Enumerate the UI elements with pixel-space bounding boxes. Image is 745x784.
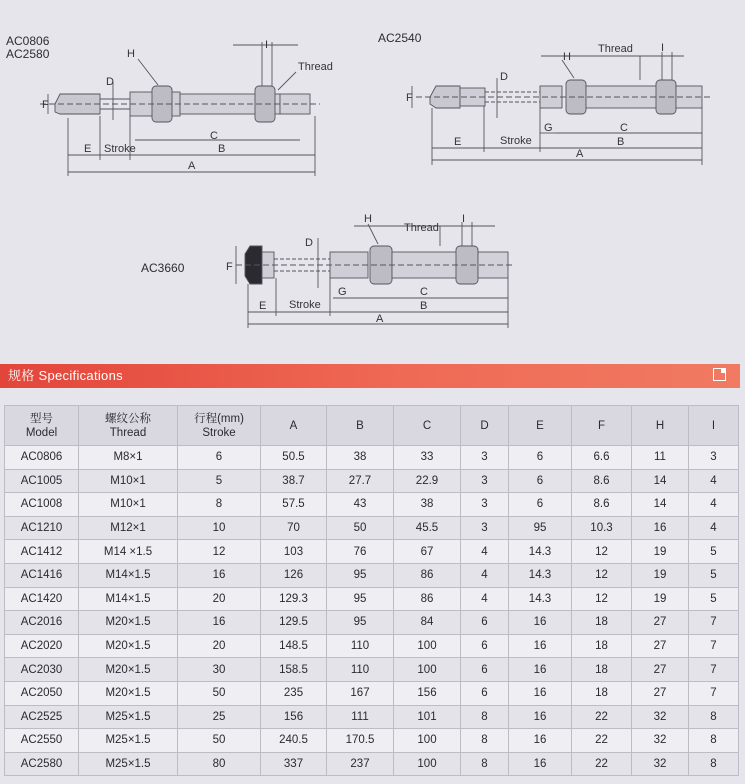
column-header-c <box>394 406 461 446</box>
table-cell: 6.6 <box>572 446 632 470</box>
model-label-ac3660: AC3660 <box>141 261 185 275</box>
table-cell: M25×1.5 <box>79 705 178 729</box>
table-cell: 20 <box>178 634 261 658</box>
table-cell: 67 <box>394 540 461 564</box>
table-cell: 95 <box>327 587 394 611</box>
table-cell: 84 <box>394 611 461 635</box>
dim-label-i: I <box>462 213 466 225</box>
table-row <box>5 446 739 470</box>
table-cell: 3 <box>461 493 509 517</box>
dim-label-e: E <box>454 136 462 148</box>
table-cell: 95 <box>509 516 572 540</box>
table-cell: 43 <box>327 493 394 517</box>
table-cell: 16 <box>509 729 572 753</box>
table-cell: 22 <box>572 752 632 776</box>
table-cell: 3 <box>689 446 739 470</box>
table-cell: M10×1 <box>79 469 178 493</box>
table-row <box>5 540 739 564</box>
table-cell: 57.5 <box>261 493 327 517</box>
table-cell: 5 <box>178 469 261 493</box>
table-cell: M10×1 <box>79 493 178 517</box>
table-cell: 6 <box>178 446 261 470</box>
column-header-b <box>327 406 394 446</box>
table-row <box>5 634 739 658</box>
table-row <box>5 752 739 776</box>
table-cell: 50 <box>178 681 261 705</box>
table-cell: 6 <box>509 493 572 517</box>
table-cell: 27.7 <box>327 469 394 493</box>
table-cell: 237 <box>327 752 394 776</box>
column-header-model <box>5 406 79 446</box>
table-cell: 4 <box>461 563 509 587</box>
table-cell: 16 <box>178 611 261 635</box>
table-row <box>5 469 739 493</box>
table-cell: M25×1.5 <box>79 752 178 776</box>
table-cell: AC2030 <box>5 658 79 682</box>
dim-label-thread: Thread <box>598 43 633 55</box>
table-cell: 16 <box>509 658 572 682</box>
table-cell: 32 <box>632 705 689 729</box>
column-header-cn: 螺纹公称 <box>105 412 151 425</box>
table-cell: 95 <box>327 611 394 635</box>
table-cell: 27 <box>632 681 689 705</box>
banner-title: 规格 Specifications <box>8 368 123 383</box>
table-cell: 16 <box>632 516 689 540</box>
column-header-thread <box>79 406 178 446</box>
table-cell: 6 <box>461 658 509 682</box>
dim-label-thread: Thread <box>298 61 333 73</box>
table-cell: 45.5 <box>394 516 461 540</box>
table-cell: 14.3 <box>509 587 572 611</box>
table-cell: 6 <box>461 634 509 658</box>
dim-label-thread: Thread <box>404 222 439 234</box>
table-cell: 6 <box>461 611 509 635</box>
table-cell: 14 <box>632 469 689 493</box>
dim-label-f: F <box>226 261 233 273</box>
column-header-a <box>261 406 327 446</box>
dim-label-i: I <box>265 39 269 51</box>
dim-label-c: C <box>210 130 218 142</box>
table-cell: 170.5 <box>327 729 394 753</box>
model-label-ac0806: AC0806 <box>6 34 50 48</box>
table-cell: 100 <box>394 752 461 776</box>
table-cell: 50.5 <box>261 446 327 470</box>
table-cell: 235 <box>261 681 327 705</box>
table-cell: 8 <box>461 705 509 729</box>
column-header-cn: 行程(mm) <box>194 412 244 425</box>
table-cell: 19 <box>632 563 689 587</box>
table-cell: AC1416 <box>5 563 79 587</box>
column-header-i <box>689 406 739 446</box>
table-cell: 8 <box>461 729 509 753</box>
table-cell: 32 <box>632 752 689 776</box>
table-cell: 101 <box>394 705 461 729</box>
table-cell: 4 <box>461 587 509 611</box>
table-cell: 7 <box>689 611 739 635</box>
table-cell: 10 <box>178 516 261 540</box>
table-row <box>5 493 739 517</box>
dim-label-stroke: Stroke <box>500 135 532 147</box>
table-cell: 16 <box>509 705 572 729</box>
table-cell: 50 <box>178 729 261 753</box>
model-label-ac2540: AC2540 <box>378 31 422 45</box>
table-cell: 18 <box>572 634 632 658</box>
table-cell: 80 <box>178 752 261 776</box>
table-cell: M25×1.5 <box>79 729 178 753</box>
dim-label-b: B <box>420 300 428 312</box>
table-cell: 337 <box>261 752 327 776</box>
dim-label-b: B <box>218 143 226 155</box>
drawing-lines <box>0 0 745 355</box>
table-cell: 167 <box>327 681 394 705</box>
dim-label-stroke: Stroke <box>289 299 321 311</box>
dim-label-d: D <box>305 237 313 249</box>
dim-label-h: H <box>127 48 135 60</box>
dim-label-a: A <box>376 313 384 325</box>
table-row <box>5 563 739 587</box>
table-cell: 156 <box>261 705 327 729</box>
table-row <box>5 658 739 682</box>
dim-label-i: I <box>661 42 665 54</box>
table-row <box>5 705 739 729</box>
table-cell: 18 <box>572 681 632 705</box>
table-cell: AC2050 <box>5 681 79 705</box>
table-cell: M14 ×1.5 <box>79 540 178 564</box>
table-cell: 8 <box>689 705 739 729</box>
column-header-en: Model <box>25 426 58 439</box>
dim-label-g: G <box>544 122 553 134</box>
table-cell: 111 <box>327 705 394 729</box>
table-cell: 240.5 <box>261 729 327 753</box>
table-cell: 129.5 <box>261 611 327 635</box>
drawing-1-shape <box>40 42 320 176</box>
table-cell: 27 <box>632 658 689 682</box>
table-cell: 7 <box>689 681 739 705</box>
dim-label-f: F <box>42 99 49 111</box>
table-cell: 76 <box>327 540 394 564</box>
table-cell: 156 <box>394 681 461 705</box>
table-cell: AC1005 <box>5 469 79 493</box>
table-cell: 8 <box>178 493 261 517</box>
table-header-row <box>5 406 739 446</box>
table-cell: 22 <box>572 729 632 753</box>
column-header-cn: 型号 <box>30 412 53 425</box>
table-cell: 3 <box>461 516 509 540</box>
table-cell: AC1412 <box>5 540 79 564</box>
table-cell: 110 <box>327 658 394 682</box>
table-cell: 4 <box>689 493 739 517</box>
dim-label-d: D <box>106 76 114 88</box>
table-cell: 16 <box>509 634 572 658</box>
dim-label-f: F <box>406 92 413 104</box>
table-cell: M14×1.5 <box>79 563 178 587</box>
table-cell: 6 <box>461 681 509 705</box>
table-cell: 158.5 <box>261 658 327 682</box>
table-cell: 25 <box>178 705 261 729</box>
table-cell: 27 <box>632 634 689 658</box>
column-header-stroke <box>178 406 261 446</box>
column-header-en: Stroke <box>202 426 236 439</box>
column-header-en: A <box>289 419 298 432</box>
table-cell: 8.6 <box>572 493 632 517</box>
dim-label-c: C <box>420 286 428 298</box>
table-body <box>5 446 739 776</box>
table-cell: AC1420 <box>5 587 79 611</box>
table-cell: 3 <box>461 469 509 493</box>
table-cell: 10.3 <box>572 516 632 540</box>
table-cell: 33 <box>394 446 461 470</box>
column-header-h <box>632 406 689 446</box>
table-cell: 129.3 <box>261 587 327 611</box>
table-cell: 19 <box>632 540 689 564</box>
table-row <box>5 516 739 540</box>
column-header-e <box>509 406 572 446</box>
table-cell: 100 <box>394 634 461 658</box>
table-cell: 6 <box>509 469 572 493</box>
table-cell: 18 <box>572 658 632 682</box>
table-cell: 14 <box>632 493 689 517</box>
table-cell: 5 <box>689 540 739 564</box>
table-cell: M8×1 <box>79 446 178 470</box>
table-cell: M14×1.5 <box>79 587 178 611</box>
table-cell: 12 <box>572 587 632 611</box>
table-cell: M12×1 <box>79 516 178 540</box>
table-cell: 19 <box>632 587 689 611</box>
column-header-en: B <box>356 419 364 432</box>
technical-drawings <box>0 0 745 355</box>
dim-label-a: A <box>188 160 196 172</box>
table-cell: 8.6 <box>572 469 632 493</box>
table-cell: AC0806 <box>5 446 79 470</box>
table-cell: 18 <box>572 611 632 635</box>
dim-label-c: C <box>620 122 628 134</box>
dim-label-g: G <box>338 286 347 298</box>
dim-label-b: B <box>617 136 625 148</box>
table-cell: 20 <box>178 587 261 611</box>
table-cell: AC2525 <box>5 705 79 729</box>
table-cell: 86 <box>394 587 461 611</box>
table-cell: 100 <box>394 729 461 753</box>
column-header-en: Thread <box>109 426 147 439</box>
table-cell: AC2580 <box>5 752 79 776</box>
table-cell: 4 <box>689 469 739 493</box>
column-header-en: I <box>711 419 716 432</box>
table-cell: 5 <box>689 587 739 611</box>
drawing-2-shape <box>412 52 712 165</box>
table-cell: 12 <box>572 563 632 587</box>
table-cell: 22 <box>572 705 632 729</box>
table-cell: 7 <box>689 658 739 682</box>
table-cell: AC2020 <box>5 634 79 658</box>
table-cell: 14.3 <box>509 563 572 587</box>
table-cell: 8 <box>461 752 509 776</box>
column-header-en: H <box>655 419 665 432</box>
column-header-en: E <box>536 419 544 432</box>
table-cell: 4 <box>689 516 739 540</box>
column-header-f <box>572 406 632 446</box>
column-header-d <box>461 406 509 446</box>
table-cell: 148.5 <box>261 634 327 658</box>
table-cell: 3 <box>461 446 509 470</box>
table-cell: 100 <box>394 658 461 682</box>
table-cell: M20×1.5 <box>79 634 178 658</box>
table-cell: 6 <box>509 446 572 470</box>
table-cell: 38 <box>327 446 394 470</box>
dim-label-h: H <box>563 51 571 63</box>
specifications-banner <box>0 364 740 388</box>
table-cell: 38.7 <box>261 469 327 493</box>
model-label-ac2580: AC2580 <box>6 47 50 61</box>
table-cell: M20×1.5 <box>79 681 178 705</box>
table-cell: 16 <box>509 752 572 776</box>
table-cell: 70 <box>261 516 327 540</box>
table-cell: 16 <box>509 611 572 635</box>
table-cell: AC2550 <box>5 729 79 753</box>
table-row <box>5 587 739 611</box>
table-cell: 12 <box>572 540 632 564</box>
dim-label-e: E <box>84 143 92 155</box>
table-cell: 95 <box>327 563 394 587</box>
table-row <box>5 681 739 705</box>
column-header-en: D <box>480 419 489 432</box>
table-cell: 126 <box>261 563 327 587</box>
table-cell: 16 <box>509 681 572 705</box>
table-row <box>5 729 739 753</box>
table-cell: 8 <box>689 729 739 753</box>
table-cell: 38 <box>394 493 461 517</box>
dim-label-a: A <box>576 148 584 160</box>
table-cell: 8 <box>689 752 739 776</box>
table-cell: AC1008 <box>5 493 79 517</box>
table-cell: 30 <box>178 658 261 682</box>
table-cell: 12 <box>178 540 261 564</box>
table-cell: 11 <box>632 446 689 470</box>
table-row <box>5 611 739 635</box>
table-cell: M20×1.5 <box>79 658 178 682</box>
table-cell: 32 <box>632 729 689 753</box>
table-cell: 4 <box>461 540 509 564</box>
specifications-table <box>4 405 739 776</box>
table-cell: 86 <box>394 563 461 587</box>
table-cell: 14.3 <box>509 540 572 564</box>
table-cell: 22.9 <box>394 469 461 493</box>
dim-label-d: D <box>500 71 508 83</box>
table-cell: 27 <box>632 611 689 635</box>
table-cell: 16 <box>178 563 261 587</box>
table-cell: M20×1.5 <box>79 611 178 635</box>
table-cell: 103 <box>261 540 327 564</box>
table-cell: AC1210 <box>5 516 79 540</box>
table-cell: AC2016 <box>5 611 79 635</box>
table-cell: 5 <box>689 563 739 587</box>
dim-label-h: H <box>364 213 372 225</box>
table-cell: 7 <box>689 634 739 658</box>
dim-label-e: E <box>259 300 267 312</box>
column-header-en: F <box>597 419 606 432</box>
column-header-en: C <box>422 419 432 432</box>
table-cell: 110 <box>327 634 394 658</box>
window-box-icon <box>713 368 726 381</box>
table-cell: 50 <box>327 516 394 540</box>
dim-label-stroke: Stroke <box>104 143 136 155</box>
